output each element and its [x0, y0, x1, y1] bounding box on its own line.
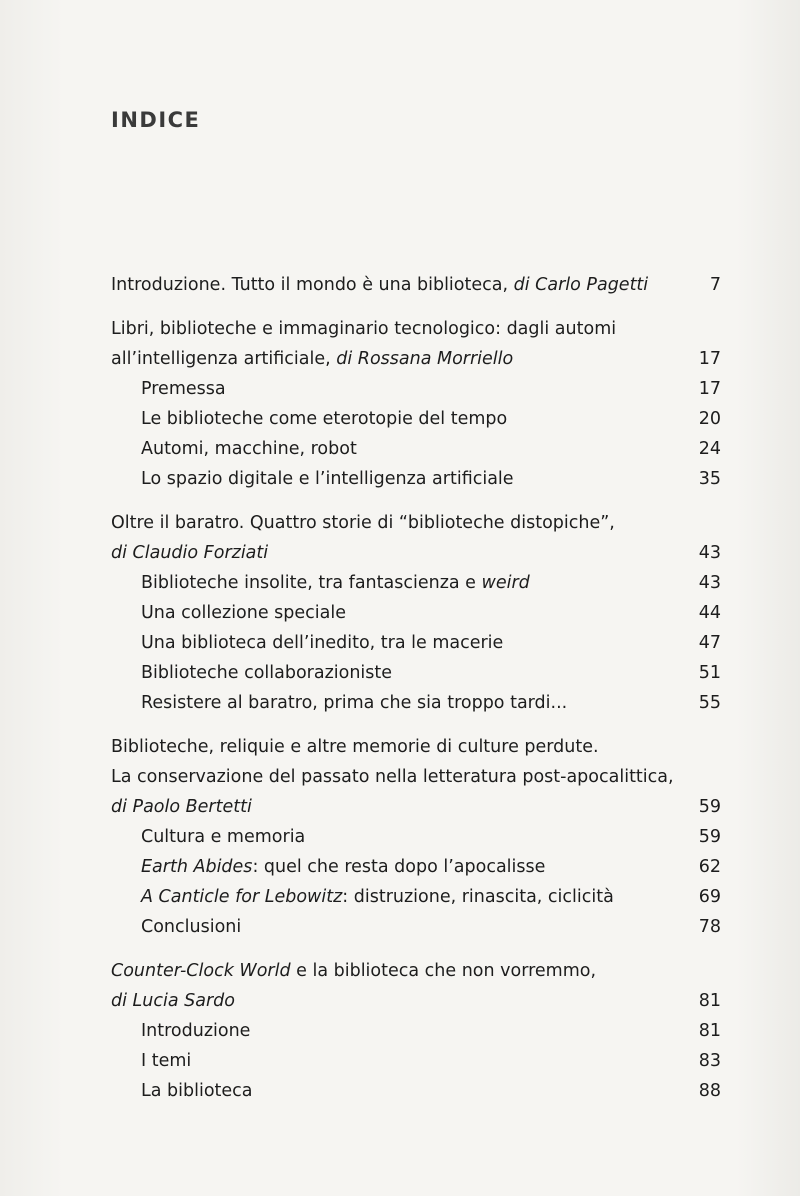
toc-page-number: 51: [698, 663, 721, 683]
toc-title-part: Automi, macchine, robot: [141, 439, 357, 459]
toc-title-part: Conclusioni: [141, 917, 242, 937]
toc-line-title: [141, 404, 507, 434]
toc-subsection-row: [111, 912, 721, 942]
toc-line-title: [111, 956, 596, 986]
toc-title-part: Biblioteche insolite, tra fantascienza e: [141, 573, 482, 593]
toc-subsection-row: [111, 568, 721, 598]
toc-page-number: 20: [698, 409, 721, 429]
toc-chapter-row: [111, 986, 721, 1016]
toc-chapter-row: [111, 956, 721, 986]
toc-title-part: all’intelligenza artificiale,: [111, 349, 337, 369]
toc-line-title: [111, 762, 674, 792]
toc-chapter-row: [111, 732, 721, 762]
toc-line-title: [141, 658, 392, 688]
toc-line-title: [111, 344, 513, 374]
toc-chapter-row: [111, 270, 721, 300]
toc-subsection-row: [111, 822, 721, 852]
toc-line-title: [111, 792, 252, 822]
toc-page-number: 17: [698, 379, 721, 399]
toc-subsection-row: [111, 1076, 721, 1106]
toc-subsection-row: [111, 628, 721, 658]
toc-chapter-row: [111, 538, 721, 568]
toc-line-title: [111, 314, 616, 344]
toc-title-part: di Rossana Morriello: [336, 349, 514, 369]
toc-title-part: di Carlo Pagetti: [513, 275, 649, 295]
toc-title-part: La conservazione del passato nella letteratura post-apocalittica,: [111, 767, 674, 787]
toc-page-number: 47: [698, 633, 721, 653]
toc-page-number: 62: [698, 857, 721, 877]
toc-subsection-row: [111, 658, 721, 688]
toc-page-number: 69: [698, 887, 721, 907]
toc-subsection-row: [111, 374, 721, 404]
toc-line-title: [141, 852, 545, 882]
toc-chapter-row: [111, 792, 721, 822]
toc-page-number: 59: [698, 827, 721, 847]
toc-entry: [111, 270, 721, 300]
toc-chapter-row: [111, 314, 721, 344]
toc-entry: [111, 314, 721, 494]
toc-page-number: 81: [698, 991, 721, 1011]
toc-title-part: Earth Abides: [141, 857, 253, 877]
toc-entry: [111, 508, 721, 718]
toc-chapter-row: [111, 762, 721, 792]
toc-line-title: [141, 688, 567, 718]
toc-line-title: [111, 508, 615, 538]
toc-line-title: [141, 1076, 253, 1106]
toc-title-part: Le biblioteche come eterotopie del tempo: [141, 409, 508, 429]
toc-chapter-row: [111, 508, 721, 538]
toc-title-part: A Canticle for Lebowitz: [141, 887, 343, 907]
toc-subsection-row: [111, 434, 721, 464]
toc-line-title: [141, 374, 226, 404]
toc-title-part: e la biblioteca che non vorremmo,: [290, 961, 597, 981]
toc-line-title: [111, 270, 648, 300]
toc-title-part: Resistere al baratro, prima che sia troppo tardi...: [141, 693, 568, 713]
toc-line-title: [141, 1046, 191, 1076]
page-title: INDICE: [111, 108, 201, 132]
toc-title-part: di Claudio Forziati: [111, 543, 269, 563]
toc-title-part: : quel che resta dopo l’apocalisse: [252, 857, 546, 877]
toc-title-part: Lo spazio digitale e l’intelligenza artificiale: [141, 469, 514, 489]
toc-line-title: [141, 882, 614, 912]
toc-line-title: [141, 434, 357, 464]
toc-subsection-row: [111, 852, 721, 882]
toc-title-part: Libri, biblioteche e immaginario tecnologico: dagli automi: [111, 319, 617, 339]
toc-title-part: Biblioteche collaborazioniste: [141, 663, 393, 683]
toc-page-number: 44: [698, 603, 721, 623]
toc-entry: [111, 956, 721, 1106]
toc-line-title: [111, 732, 599, 762]
toc-line-title: [141, 568, 530, 598]
toc-page-number: 43: [698, 543, 721, 563]
toc-page-number: 81: [698, 1021, 721, 1041]
toc-page-number: 83: [698, 1051, 721, 1071]
toc-title-part: di Paolo Bertetti: [111, 797, 252, 817]
toc-subsection-row: [111, 688, 721, 718]
toc-line-title: [141, 1016, 250, 1046]
toc-title-part: I temi: [141, 1051, 192, 1071]
toc-line-title: [141, 598, 346, 628]
toc-line-title: [141, 912, 241, 942]
toc-title-part: Cultura e memoria: [141, 827, 306, 847]
toc-subsection-row: [111, 598, 721, 628]
toc-line-title: [111, 538, 268, 568]
toc-title-part: Introduzione: [141, 1021, 251, 1041]
toc-line-title: [141, 464, 514, 494]
toc-title-part: Biblioteche, reliquie e altre memorie di culture perdute.: [111, 737, 599, 757]
toc-title-part: : distruzione, rinascita, ciclicità: [342, 887, 614, 907]
toc-line-title: [141, 822, 305, 852]
toc-subsection-row: [111, 882, 721, 912]
toc-line-title: [111, 986, 235, 1016]
toc-page-number: 17: [698, 349, 721, 369]
toc-page-number: 7: [709, 275, 721, 295]
toc-page-number: 55: [698, 693, 721, 713]
toc-title-part: Premessa: [141, 379, 226, 399]
toc-subsection-row: [111, 1046, 721, 1076]
toc-entry: [111, 732, 721, 942]
toc-chapter-row: [111, 344, 721, 374]
toc-page-number: 43: [698, 573, 721, 593]
toc-page-number: 78: [698, 917, 721, 937]
toc-title-part: Counter-Clock World: [111, 961, 291, 981]
toc-page-number: 59: [698, 797, 721, 817]
table-of-contents: [111, 270, 721, 1120]
toc-title-part: Una biblioteca dell’inedito, tra le macerie: [141, 633, 504, 653]
toc-title-part: di Lucia Sardo: [111, 991, 235, 1011]
toc-subsection-row: [111, 1016, 721, 1046]
toc-title-part: Oltre il baratro. Quattro storie di “biblioteche distopiche”,: [111, 513, 615, 533]
toc-page-number: 24: [698, 439, 721, 459]
toc-page-number: 35: [698, 469, 721, 489]
toc-page-number: 88: [698, 1081, 721, 1101]
toc-subsection-row: [111, 464, 721, 494]
toc-title-part: weird: [481, 573, 530, 593]
toc-title-part: Una collezione speciale: [141, 603, 347, 623]
toc-title-part: Introduzione. Tutto il mondo è una biblioteca,: [111, 275, 514, 295]
toc-title-part: La biblioteca: [141, 1081, 253, 1101]
toc-line-title: [141, 628, 503, 658]
toc-subsection-row: [111, 404, 721, 434]
